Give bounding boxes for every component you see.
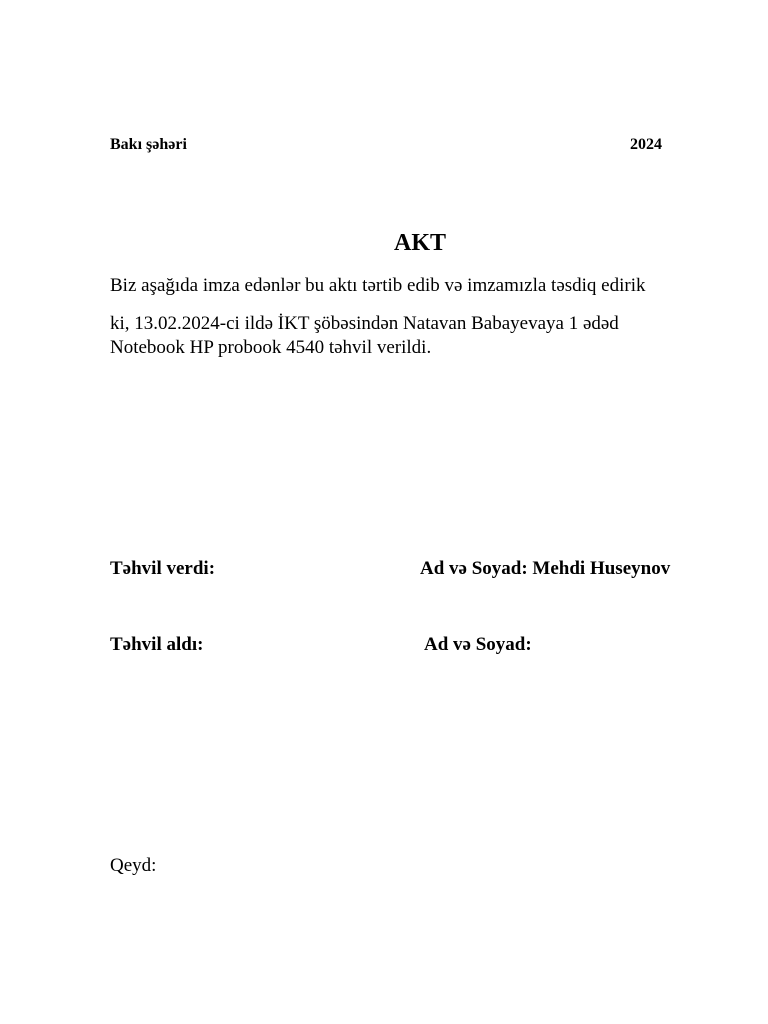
received-by-name: Ad və Soyad:: [424, 634, 532, 655]
note-label: Qeyd:: [110, 855, 157, 876]
document-title: AKT: [393, 230, 446, 256]
city-label: Bakı şəhəri: [110, 136, 187, 153]
received-by-label: Təhvil aldı:: [110, 634, 204, 655]
given-by-name: Ad və Soyad: Mehdi Huseynov: [420, 558, 671, 579]
body-text-line-2: ki, 13.02.2024-ci ildə İKT şöbəsindən Natavan Babayevaya 1 ədəd: [110, 313, 619, 334]
body-text-line-3: Notebook HP probook 4540 təhvil verildi.: [110, 337, 432, 358]
body-text-line-1: Biz aşağıda imza edənlər bu aktı tərtib edib və imzamızla təsdiq edirik: [110, 275, 646, 296]
year-label: 2024: [630, 136, 662, 153]
given-by-label: Təhvil verdi:: [110, 558, 216, 579]
